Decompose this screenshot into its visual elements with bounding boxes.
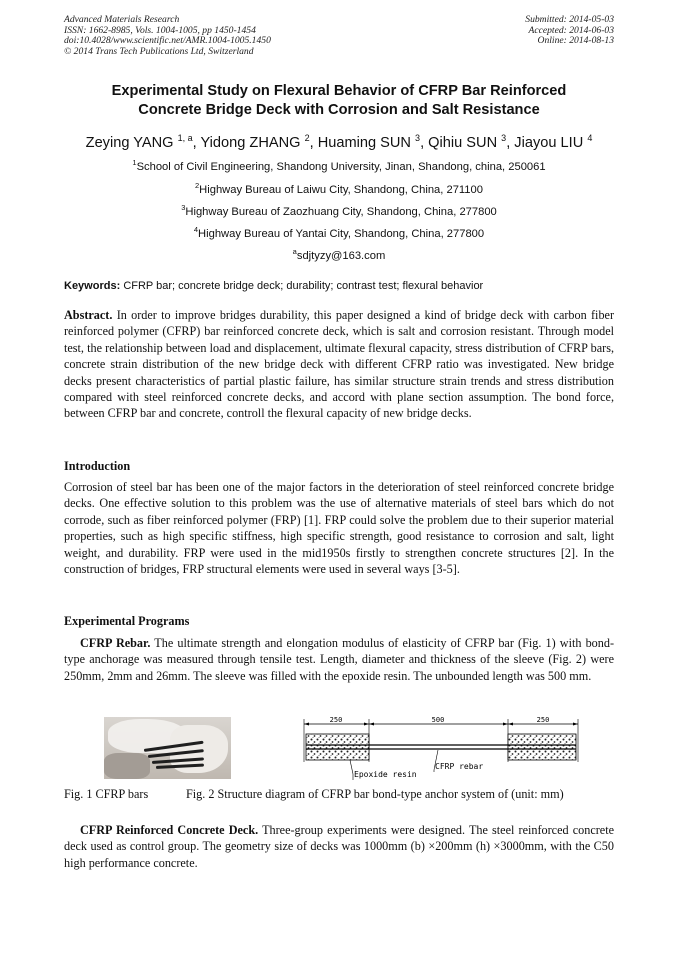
- email-sup: a: [292, 247, 297, 256]
- affiliation: [40, 179, 638, 197]
- dimension-middle: 500: [431, 716, 445, 724]
- keywords-text: CFRP bar; concrete bridge deck; durability; contrast test; flexural behavior: [123, 280, 484, 292]
- cfrp-rebar-text: The ultimate strength and elongation modulus of elasticity of CFRP bar (Fig. 1) with bond-type anchorage was measured through tensile test. Length, diameter and thickness of the sleeve (Fig. 2) were 250mm, 2mm and 26mm. The sleeve was filled with the epoxide resin. The unbounded length was 500 mm.: [64, 636, 615, 683]
- author-list: Zeying YANG $^{1, a}$, Yidong ZHANG $^2$, Huaming SUN $^3$, Qihiu SUN $^3$, Jiayou LIU $^4$: [85, 133, 593, 151]
- author-sup: 3: [501, 133, 507, 143]
- affiliation-text: Highway Bureau of Yantai City, Shandong, China, 277800: [198, 228, 485, 240]
- email-address[interactable]: sdjtyzy@163.com: [296, 250, 386, 262]
- author-name: Huaming SUN: [317, 135, 411, 151]
- cfrp-rebar-paragraph: [64, 635, 614, 684]
- affiliation-sup: 2: [195, 181, 200, 190]
- figure-2-caption: Fig. 2 Structure diagram of CFRP bar bond-type anchor system of (unit: mm): [186, 787, 564, 801]
- accepted-date: Accepted: 2014-06-03: [528, 24, 614, 36]
- title-line-2: Concrete Bridge Deck with Corrosion and Salt Resistance: [138, 101, 540, 118]
- epoxide-resin-label: Epoxide resin: [354, 770, 417, 779]
- copyright: © 2014 Trans Tech Publications Ltd, Switzerland: [64, 45, 254, 57]
- publication-dates: [525, 15, 614, 47]
- affiliation-text: School of Civil Engineering, Shandong University, Jinan, Shandong, china, 250061: [136, 161, 546, 173]
- introduction-text: Corrosion of steel bar has been one of the major factors in the deterioration of steel reinforced concrete bridge decks. One effective solution to this problem was the use of alternative materials of steel bars which do not corrode, such as fiber reinforced polymer (FRP) [1]. FRP could solve the problem due to their superior material properties, such as high specific stiffness, high specific strength, good resistance to corrosion and salt, light weight, and durability. FRP were used in the mid1950s firstly to strengthen concrete structures [2]. In the construction of bridges, FRP structural elements were used in several ways [3-5].: [64, 480, 614, 577]
- experimental-heading: Experimental Programs: [64, 614, 190, 628]
- author-sup: 1, a: [177, 133, 193, 143]
- abstract-text: In order to improve bridges durability, this paper designed a kind of bridge deck with carbon fiber reinforced polymer (CFRP) bar reinforced concrete deck, which is salt and corrosion resistant. Through model test, the relationship between load and displacement, ultimate flexural capacity, stress distribution of CFRP bars, concrete strain distribution of the new bridge deck with different CFRP ratio was investigated. New bridge decks present characteristics of partial plastic failure, has similar structure strain trends and stress distribution compared with steel reinforced concrete decks, and accord with plane section assumption. The bond force, between CFRP bar and concrete, controll the flexural capacity of new bridge decks.: [64, 308, 615, 421]
- affiliation-text: Highway Bureau of Laiwu City, Shandong, China, 271100: [199, 184, 483, 196]
- left-sleeve: [306, 734, 369, 760]
- keywords-label: Keywords:: [64, 280, 121, 292]
- submitted-date: Submitted: 2014-05-03: [525, 14, 614, 25]
- keywords: [64, 279, 614, 293]
- author-name: Qihiu SUN: [428, 135, 498, 151]
- introduction-heading: Introduction: [64, 459, 131, 473]
- dimension-left: 250: [329, 716, 343, 724]
- journal-info: [64, 15, 271, 57]
- cfrp-rebar-label: CFRP rebar: [435, 762, 484, 771]
- abstract: [64, 307, 614, 422]
- right-sleeve: [508, 734, 576, 760]
- abstract-label: Abstract.: [64, 308, 113, 322]
- email: [40, 245, 638, 263]
- affiliation: [40, 201, 638, 219]
- author-name: Yidong ZHANG: [200, 135, 301, 151]
- cfrp-deck-paragraph: [64, 822, 614, 871]
- affiliation: [40, 156, 638, 174]
- affiliation-sup: 4: [193, 225, 199, 234]
- author-name: Zeying YANG: [85, 135, 174, 151]
- cfrp-deck-text: Three-group experiments were designed. The steel reinforced concrete deck used as control group. The geometry size of decks was 1000mm (b) ×200mm (h) ×3000mm, with the C50 high performance concrete.: [64, 823, 614, 870]
- author-sup: 4: [587, 133, 593, 143]
- doi[interactable]: doi:10.4028/www.scientific.net/AMR.1004-1005.1450: [64, 35, 271, 47]
- affiliation: [40, 223, 638, 241]
- issn: ISSN: 1662-8985, Vols. 1004-1005, pp 1450-1454: [64, 24, 256, 36]
- online-date: Online: 2014-08-13: [537, 35, 614, 47]
- cfrp-bars-photo: [104, 717, 231, 779]
- figure-1-caption: Fig. 1 CFRP bars: [64, 787, 149, 801]
- journal-name: Advanced Materials Research: [64, 14, 180, 25]
- cfrp-deck-label: CFRP Reinforced Concrete Deck.: [80, 823, 259, 837]
- author-sup: 2: [304, 133, 310, 143]
- affiliation-text: Highway Bureau of Zaozhuang City, Shandong, China, 277800: [185, 206, 497, 218]
- title-line-1: Experimental Study on Flexural Behavior of CFRP Bar Reinforced: [111, 83, 567, 99]
- affiliation-sup: 3: [181, 203, 186, 212]
- paper-title: [60, 82, 618, 119]
- author-name: Jiayou LIU: [514, 135, 584, 151]
- dimension-right: 250: [536, 716, 550, 724]
- affiliation-sup: 1: [132, 158, 137, 167]
- anchor-system-diagram: [298, 714, 588, 782]
- cfrp-rebar-label: CFRP Rebar.: [80, 636, 151, 650]
- author-sup: 3: [415, 133, 421, 143]
